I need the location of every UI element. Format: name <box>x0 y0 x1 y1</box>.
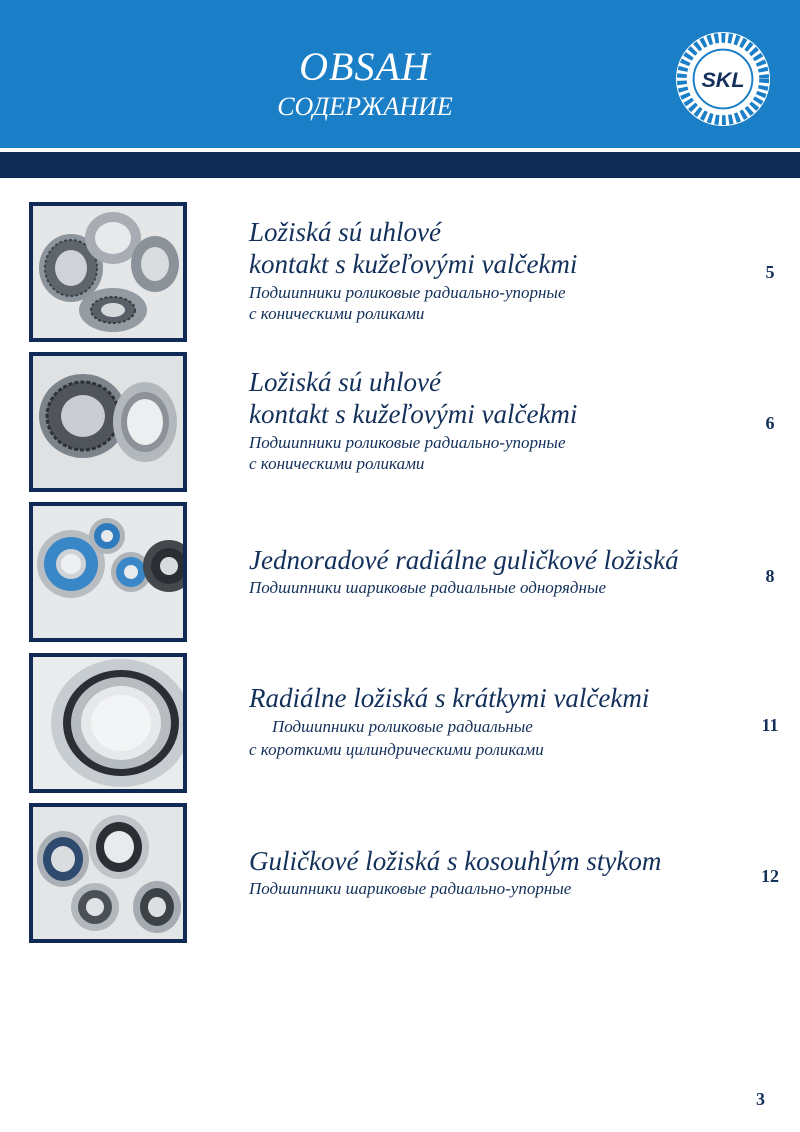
entry-2-thumbnail <box>29 352 187 492</box>
skl-logo-icon <box>674 30 772 128</box>
entry-2-page-number: 6 <box>765 413 775 433</box>
cylindrical-roller-bearing-icon <box>33 657 183 789</box>
page-title: OBSAH <box>299 44 431 89</box>
footer-page-number: 3 <box>756 1089 765 1109</box>
entry-1-title-line-1: Ložiská sú uhlové <box>249 217 441 247</box>
logo-text: SKL <box>701 66 745 92</box>
ball-bearings-icon <box>33 506 183 638</box>
entry-3-page-number: 8 <box>765 566 775 586</box>
entry-3-subtitle-line-1: Подшипники шариковые радиальные однорядные <box>249 578 607 597</box>
entry-2-title-line-1: Ložiská sú uhlové <box>249 367 441 397</box>
entry-4-title-line-1: Radiálne ložiská s krátkymi valčekmi <box>249 683 650 713</box>
entry-2-subtitle-line-1: Подшипники роликовые радиально-упорные <box>249 433 566 452</box>
entry-5-page-number: 12 <box>761 866 779 886</box>
angular-contact-ball-bearings-icon <box>33 807 183 939</box>
entry-4-subtitle-line-1: Подшипники роликовые радиальные <box>272 717 533 736</box>
entry-1-title-line-2: kontakt s kužeľovými valčekmi <box>249 249 578 279</box>
entry-5-subtitle-line-1: Подшипники шариковые радиально-упорные <box>249 879 572 898</box>
entry-4-subtitle-line-2: с короткими цилиндрическими роликами <box>249 740 544 759</box>
entry-1-subtitle-line-1: Подшипники роликовые радиально-упорные <box>249 283 566 302</box>
entry-1-subtitle-line-2: с коническими роликами <box>249 304 425 323</box>
entry-1-page-number: 5 <box>765 262 775 282</box>
entry-2-title-line-2: kontakt s kužeľovými valčekmi <box>249 399 578 429</box>
entry-1-thumbnail <box>29 202 187 342</box>
entry-3-title-line-1: Jednoradové radiálne guličkové ložiská <box>249 545 679 575</box>
entry-3-thumbnail <box>29 502 187 642</box>
entry-4-thumbnail <box>29 653 187 793</box>
tapered-roller-bearings-icon <box>33 356 183 488</box>
header-navy-band <box>0 152 800 178</box>
entry-4-page-number: 11 <box>761 715 779 735</box>
entry-5-thumbnail <box>29 803 187 943</box>
entry-5-title-line-1: Guličkové ložiská s kosouhlým stykom <box>249 846 662 876</box>
tapered-roller-bearings-icon <box>33 206 183 338</box>
entry-2-subtitle-line-2: с коническими роликами <box>249 454 425 473</box>
page-subtitle: СОДЕРЖАНИЕ <box>277 92 453 121</box>
